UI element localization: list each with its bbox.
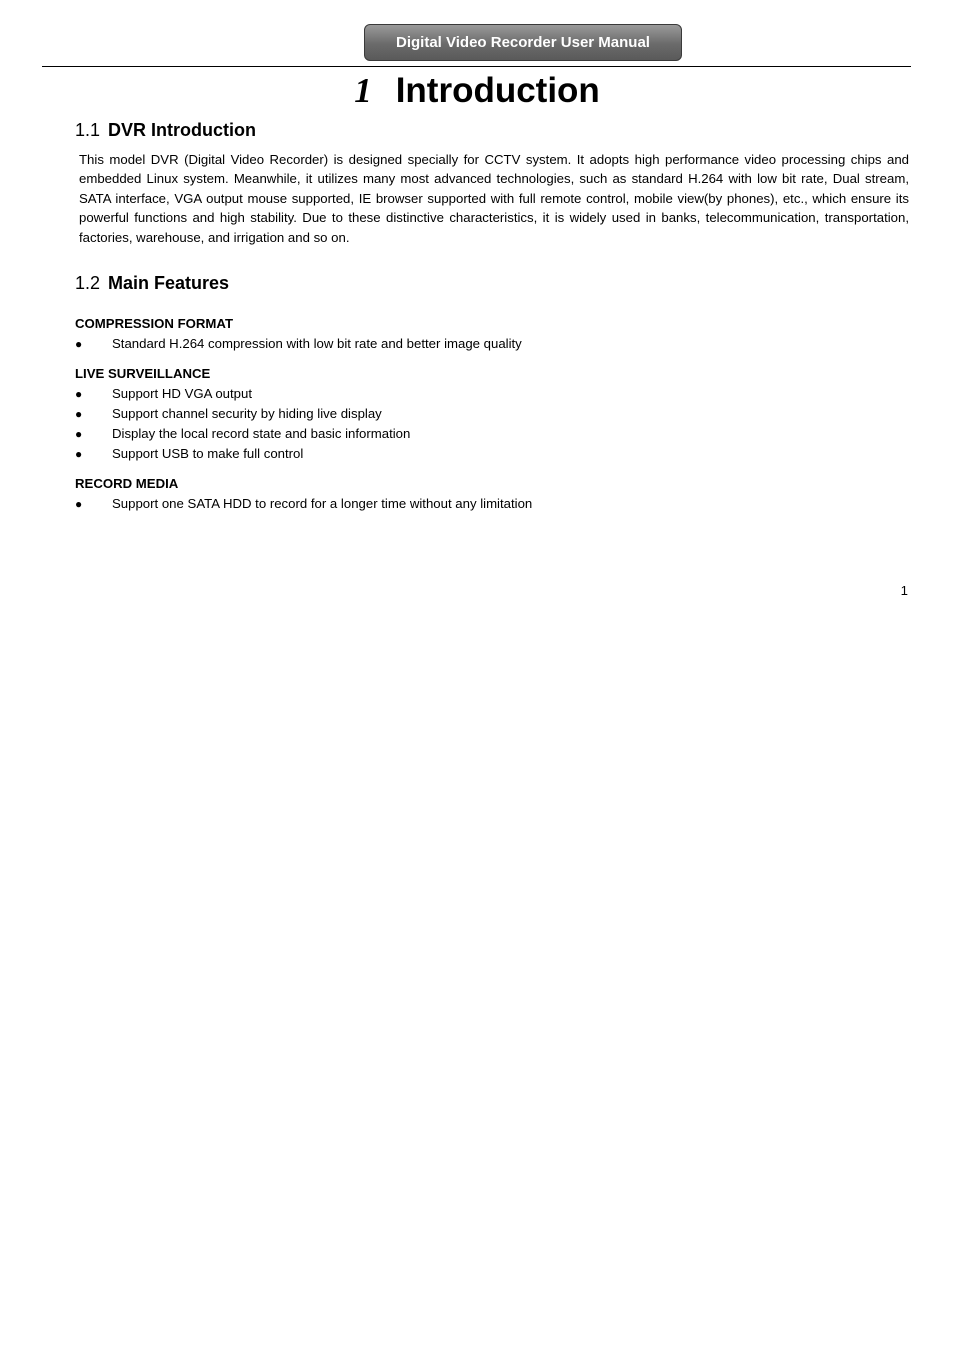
feature-group-heading: RECORD MEDIA bbox=[75, 476, 179, 491]
bullet-icon: ● bbox=[75, 337, 83, 351]
section-heading-dvr-introduction bbox=[75, 119, 256, 141]
bullet-icon: ● bbox=[75, 497, 83, 511]
section-number: 1.1 bbox=[75, 120, 101, 140]
section-title: DVR Introduction bbox=[108, 120, 257, 140]
header-divider bbox=[42, 66, 911, 67]
section-number: 1.2 bbox=[75, 273, 101, 293]
chapter-heading bbox=[0, 70, 954, 112]
bullet-icon: ● bbox=[75, 427, 83, 441]
bullet-icon: ● bbox=[75, 447, 83, 461]
bullet-icon: ● bbox=[75, 387, 83, 401]
manual-title: Digital Video Recorder User Manual bbox=[396, 34, 650, 51]
chapter-title: Introduction bbox=[395, 71, 600, 110]
bullet-icon: ● bbox=[75, 407, 83, 421]
chapter-number: 1 bbox=[354, 71, 372, 110]
section-heading-main-features bbox=[75, 272, 229, 294]
feature-group-heading: COMPRESSION FORMAT bbox=[75, 316, 234, 331]
page-number: 1 bbox=[900, 583, 908, 598]
dvr-introduction-paragraph: This model DVR (Digital Video Recorder) is designed specially for CCTV system. It adopts high performance video processing chips and embedded Linux system. Meanwhile, it utilizes many most advanced technologies, such as standard H.264 with low bit rate, Dual stream, SATA interface, VGA output mouse supported, IE browser supported with full remote control, mobile view(by phones), etc., which ensure its powerful functions and high stability. Due to these distinctive characteristics, it is widely used in banks, telecommunication, transportation, factories, warehouse, and irrigation and so on. bbox=[79, 152, 909, 245]
manual-title-badge bbox=[364, 24, 682, 61]
feature-group-heading: LIVE SURVEILLANCE bbox=[75, 366, 211, 381]
section-title: Main Features bbox=[108, 273, 230, 293]
